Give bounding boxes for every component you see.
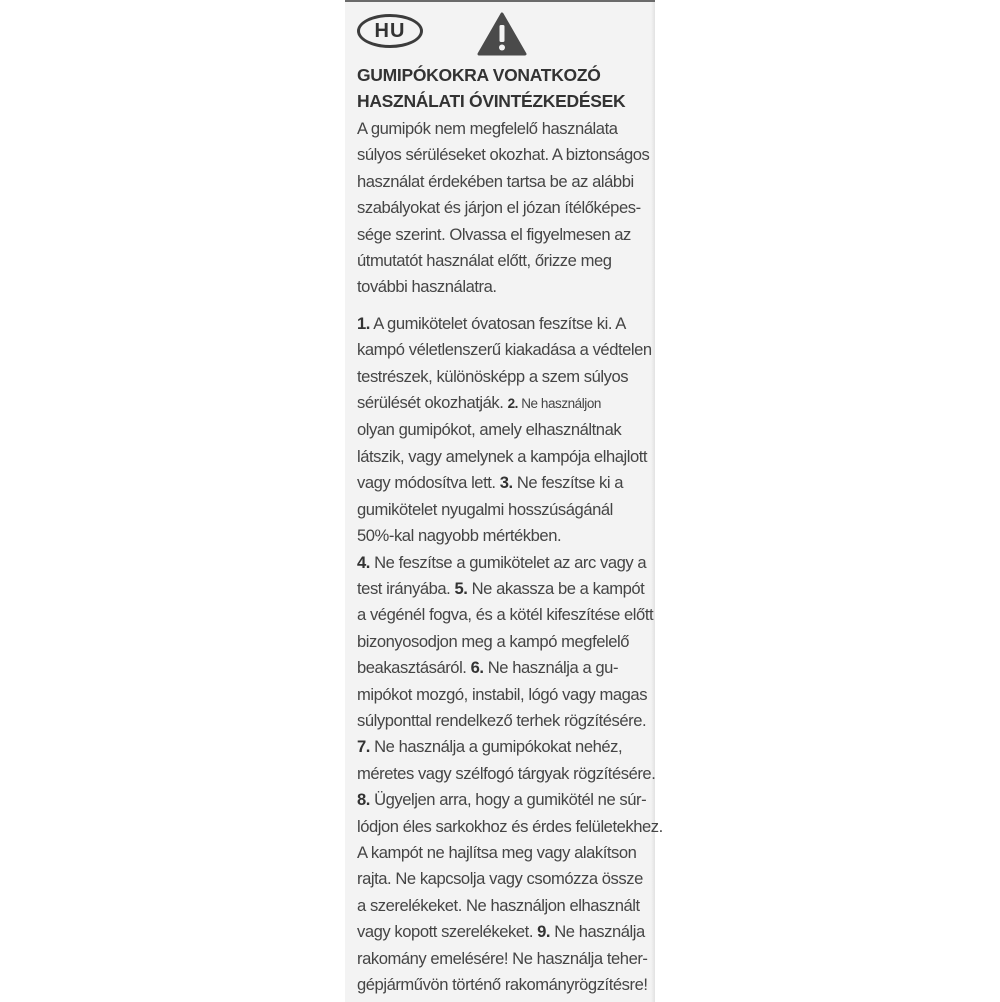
country-badge: HU [357,14,423,48]
rule-line: súlyponttal rendelkező terhek rögzítésére. [357,710,647,730]
rule-line [357,311,655,337]
rule-line: olyan gumipókot, amely elhasználtnak [357,420,622,440]
rule-text: Ne használja a gumipókokat nehéz, [369,737,623,757]
rule-number: 9. [537,922,551,942]
rule-number: 2. [507,396,518,412]
page-title [357,62,652,114]
document-body [357,116,663,998]
rule-line: rajta. Ne kapcsolja vagy csomózza össze [357,869,643,889]
rule-number: 6. [470,658,484,678]
rule-text: vagy módosítva lett. [357,473,500,493]
rule-line: kampó véletlenszerű kiakadása a védtelen [357,340,652,360]
rule-text: Ne feszítse ki a [512,473,624,493]
rule-line [357,787,655,813]
rule-line [357,550,655,576]
rule-line: testrészek, különösképp a szem súlyos [357,366,629,386]
header-symbols [357,12,557,54]
rule-number: 8. [357,790,370,810]
rule-line [357,390,655,417]
rule-line [357,919,655,945]
rule-text: vagy kopott szerelékeket. [357,922,538,942]
intro-line: használat érdekében tartsa be az alábbi [357,171,634,191]
intro-line: sége szerint. Olvassa el figyelmesen az [357,224,631,244]
intro-line: útmutatót használat előtt, őrizze meg [357,251,612,271]
rule-line [357,470,655,496]
rule-number: 4. [357,552,370,572]
rule-line: 50%-kal nagyobb mértékben. [357,526,562,546]
rule-line: a végénél fogva, és a kötél kifeszítése előtt [357,605,654,625]
rule-line: A kampót ne hajlítsa meg vagy alakítson [357,842,637,862]
rule-line: látszik, vagy amelynek a kampója elhajlott [357,446,648,466]
rule-line: gumikötelet nyugalmi hosszúságánál [357,499,613,519]
rule-text: Ne használja a gu- [483,658,619,678]
rule-text: Ne feszítse a gumikötelet az arc vagy a [369,552,647,572]
rule-number: 1. [357,313,370,333]
intro-line: A gumipók nem megfelelő használata [357,119,618,138]
rule-text: Ne akassza be a kampót [467,578,645,598]
intro-line: súlyos sérüléseket okozhat. A biztonságos [357,145,650,165]
rule-text: sérülését okozhatják. [357,393,508,413]
rule-text: Ügyeljen arra, hogy a gumikötél ne súr- [369,790,647,810]
rule-number: 7. [357,737,370,757]
rule-line [357,734,655,760]
rule-line: lódjon éles sarkokhoz és érdes felületekhez. [357,816,663,836]
rule-text: test irányába. [357,578,455,598]
rule-line: a szerelékeket. Ne használjon elhasznált [357,895,640,915]
rule-line: bizonyosodjon meg a kampó megfelelő [357,631,630,651]
rule-line: mipókot mozgó, instabil, lógó vagy magas [357,684,648,704]
rule-line: méretes vagy szélfogó tárgyak rögzítésére. [357,763,656,783]
intro-line: további használatra. [357,277,497,297]
warning-triangle-icon [477,12,527,56]
paragraph-gap [357,301,655,311]
rule-text: A gumikötelet óvatosan feszítse ki. A [369,313,626,333]
rule-text-small: Ne használjon [517,396,601,412]
rule-line: gépjárművön történő rakományrögzítésre! [357,975,648,994]
rule-line [357,576,655,602]
title-line: HASZNÁLATI ÓVINTÉZKEDÉSEK [357,91,626,111]
instruction-sheet [345,0,663,1002]
intro-line: szabályokat és járjon el józan ítélőképes- [357,198,641,218]
rule-number: 5. [454,578,468,598]
rule-line [357,655,655,681]
rule-number: 3. [499,473,513,493]
rule-line: rakomány emelésére! Ne használja teher- [357,948,648,968]
rule-text: Ne használja [550,922,645,942]
rule-text: beakasztásáról. [357,658,471,678]
title-line: GUMIPÓKOKRA VONATKOZÓ [357,65,601,85]
